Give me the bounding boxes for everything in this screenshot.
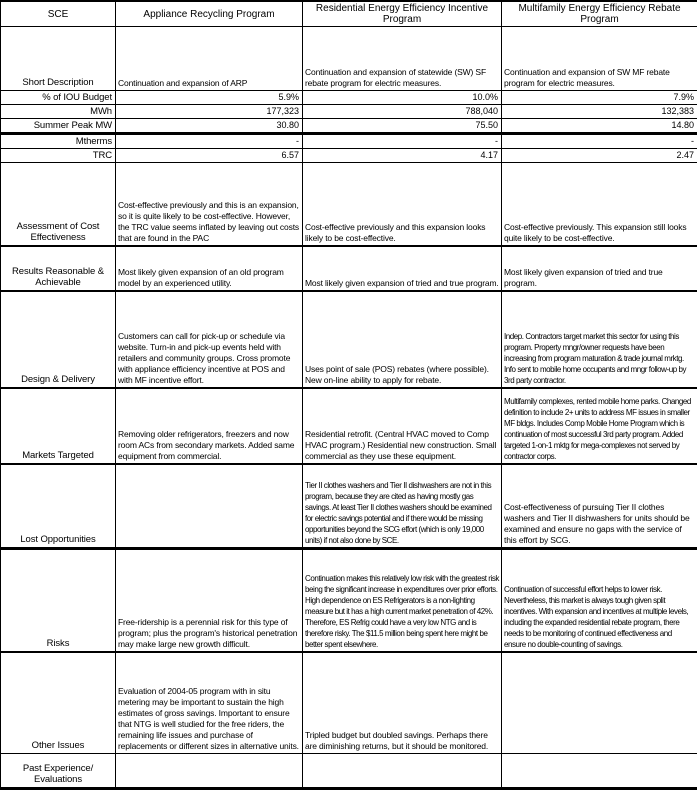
cell-lost_opportunities-col3: Cost-effectiveness of pursuing Tier II clothes washers and Tier II dishwashers for units should be examined and ensure no gaps with the service of this effort by SCG. — [502, 464, 697, 549]
table-row-short_description — [1, 27, 697, 91]
cell-assessment_cost_effectiveness-col1: Cost-effective previously and this is an expansion, so it is quite likely to be cost-effective. However, the TRC value seems inflated by leaving out costs that are found in the PAC — [116, 163, 303, 246]
header-row — [1, 1, 697, 27]
cell-risks-col3: Continuation of successful effort helps to lower risk. Nevertheless, this market is always tough given split incentives. With expansion and incentives at multiple levels, including the expanded residential rebate program, there needs to be monitoring of continued effectiveness and ensure no double-counting of savings. — [502, 549, 697, 652]
cell-results_reasonable-col1: Most likely given expansion of an old program model by an experienced utility. — [116, 246, 303, 291]
cell-design_delivery-col3: Indep. Contractors target market this sector for using this program. Property mngr/owner requests have been increasing from program maturation & trade journal mrktg. Info sent to mobile home occupants and mngr follow-up by 3rd party contractor. — [502, 291, 697, 388]
cell-other_issues-col1: Evaluation of 2004-05 program with in situ metering may be important to sustain the high estimates of gross savings. Important to ensure that NTG is well studied for the free riders, the remaining life issues and purchase of replacements or different sizes in alternative units. — [116, 652, 303, 754]
cell-mtherms-col3: - — [502, 134, 697, 149]
cell-results_reasonable-col2: Most likely given expansion of tried and true program. — [303, 246, 502, 291]
row-label-short_description: Short Description — [1, 27, 116, 91]
row-label-mwh: MWh — [1, 105, 116, 119]
table-row-other_issues — [1, 652, 697, 754]
cell-short_description-col2: Continuation and expansion of statewide (SW) SF rebate program for electric measures. — [303, 27, 502, 91]
row-label-design_delivery: Design & Delivery — [1, 291, 116, 388]
column-header-appliance-recycling: Appliance Recycling Program — [116, 1, 303, 27]
cell-summer_peak_mw-col3: 14.80 — [502, 119, 697, 134]
table-row-risks — [1, 549, 697, 652]
cell-mtherms-col1: - — [116, 134, 303, 149]
row-label-trc: TRC — [1, 149, 116, 163]
cell-mwh-col3: 132,383 — [502, 105, 697, 119]
column-header-residential-incentive: Residential Energy Efficiency Incentive Program — [303, 1, 502, 27]
table-row-design_delivery — [1, 291, 697, 388]
cell-other_issues-col2: Tripled budget but doubled savings. Perhaps there are diminishing returns, but it should be monitored. — [303, 652, 502, 754]
cell-short_description-col3: Continuation and expansion of SW MF rebate program for electric measures. — [502, 27, 697, 91]
cell-markets_targeted-col1: Removing older refrigerators, freezers and now room ACs from secondary markets. Added same equipment from commercial. — [116, 388, 303, 464]
cell-design_delivery-col1: Customers can call for pick-up or schedule via website. Turn-in and pick-up events held with retailers and community groups. Cross promote with appliance efficiency incentive at POS and with MF incentive effort. — [116, 291, 303, 388]
cell-pct_iou_budget-col3: 7.9% — [502, 91, 697, 105]
cell-short_description-col1: Continuation and expansion of ARP — [116, 27, 303, 91]
cell-results_reasonable-col3: Most likely given expansion of tried and true program. — [502, 246, 697, 291]
column-header-multifamily-rebate: Multifamily Energy Efficiency Rebate Program — [502, 1, 697, 27]
table-row-mwh — [1, 105, 697, 119]
cell-trc-col3: 2.47 — [502, 149, 697, 163]
cell-mwh-col1: 177,323 — [116, 105, 303, 119]
row-label-assessment_cost_effectiveness: Assessment of Cost Effectiveness — [1, 163, 116, 246]
cell-lost_opportunities-col2: Tier II clothes washers and Tier II dishwashers are not in this program, because they are cited as having mostly gas savings. At least Tier II clothes washers should be examined for electric savings potential and if there would be missing opportunities beyond the SCG effort (which is only 19,000 units) if not also done by SCE. — [303, 464, 502, 549]
row-label-other_issues: Other Issues — [1, 652, 116, 754]
row-label-past_experience: Past Experience/ Evaluations — [1, 754, 116, 789]
cell-summer_peak_mw-col1: 30.80 — [116, 119, 303, 134]
cell-risks-col1: Free-ridership is a perennial risk for this type of program; plus the program's historical penetration may make large new growth difficult. — [116, 549, 303, 652]
corner-label: SCE — [1, 1, 116, 27]
cell-mtherms-col2: - — [303, 134, 502, 149]
cell-pct_iou_budget-col2: 10.0% — [303, 91, 502, 105]
cell-trc-col2: 4.17 — [303, 149, 502, 163]
cell-past_experience-col2 — [303, 754, 502, 789]
cell-other_issues-col3 — [502, 652, 697, 754]
cell-trc-col1: 6.57 — [116, 149, 303, 163]
cell-past_experience-col1 — [116, 754, 303, 789]
row-label-summer_peak_mw: Summer Peak MW — [1, 119, 116, 134]
table-row-assessment_cost_effectiveness — [1, 163, 697, 246]
cell-markets_targeted-col3: Multifamily complexes, rented mobile home parks. Changed definition to include 2+ units to address MF issues in smaller MF bldgs. Includes Comp Mobile Home Program which is continuation of most successful 3rd party program. Added targeted 1-on-1 mktg for mega-complexes not served by contractor corps. — [502, 388, 697, 464]
cell-markets_targeted-col2: Residential retrofit. (Central HVAC moved to Comp HVAC program.) Residential new construction. Small commercial as they use these equipment. — [303, 388, 502, 464]
row-label-pct_iou_budget: % of IOU Budget — [1, 91, 116, 105]
cell-risks-col2: Continuation makes this relatively low risk with the greatest risk being the significant increase in expenditures over prior efforts. High dependence on ES Refrigerators is a non-lighting measure but it has a high current market penetration of 42%. Therefore, ES Refrig could have a very low NTG and is therefore risky. The $11.5 million being spent here might be better spent elsewhere. — [303, 549, 502, 652]
cell-lost_opportunities-col1 — [116, 464, 303, 549]
row-label-mtherms: Mtherms — [1, 134, 116, 149]
row-label-risks: Risks — [1, 549, 116, 652]
cell-mwh-col2: 788,040 — [303, 105, 502, 119]
row-label-lost_opportunities: Lost Opportunities — [1, 464, 116, 549]
table-row-summer_peak_mw — [1, 119, 697, 134]
table-row-trc — [1, 149, 697, 163]
table-row-past_experience — [1, 754, 697, 789]
table-row-lost_opportunities — [1, 464, 697, 549]
row-label-markets_targeted: Markets Targeted — [1, 388, 116, 464]
cell-design_delivery-col2: Uses point of sale (POS) rebates (where possible). New on-line ability to apply for rebate. — [303, 291, 502, 388]
row-label-results_reasonable: Results Reasonable & Achievable — [1, 246, 116, 291]
table-row-mtherms — [1, 134, 697, 149]
table-row-pct_iou_budget — [1, 91, 697, 105]
cell-summer_peak_mw-col2: 75.50 — [303, 119, 502, 134]
table-row-results_reasonable — [1, 246, 697, 291]
cell-assessment_cost_effectiveness-col2: Cost-effective previously and this expansion looks likely to be cost-effective. — [303, 163, 502, 246]
table-row-markets_targeted — [1, 388, 697, 464]
cell-past_experience-col3 — [502, 754, 697, 789]
cell-pct_iou_budget-col1: 5.9% — [116, 91, 303, 105]
cell-assessment_cost_effectiveness-col3: Cost-effective previously. This expansion still looks quite likely to be cost-effective. — [502, 163, 697, 246]
